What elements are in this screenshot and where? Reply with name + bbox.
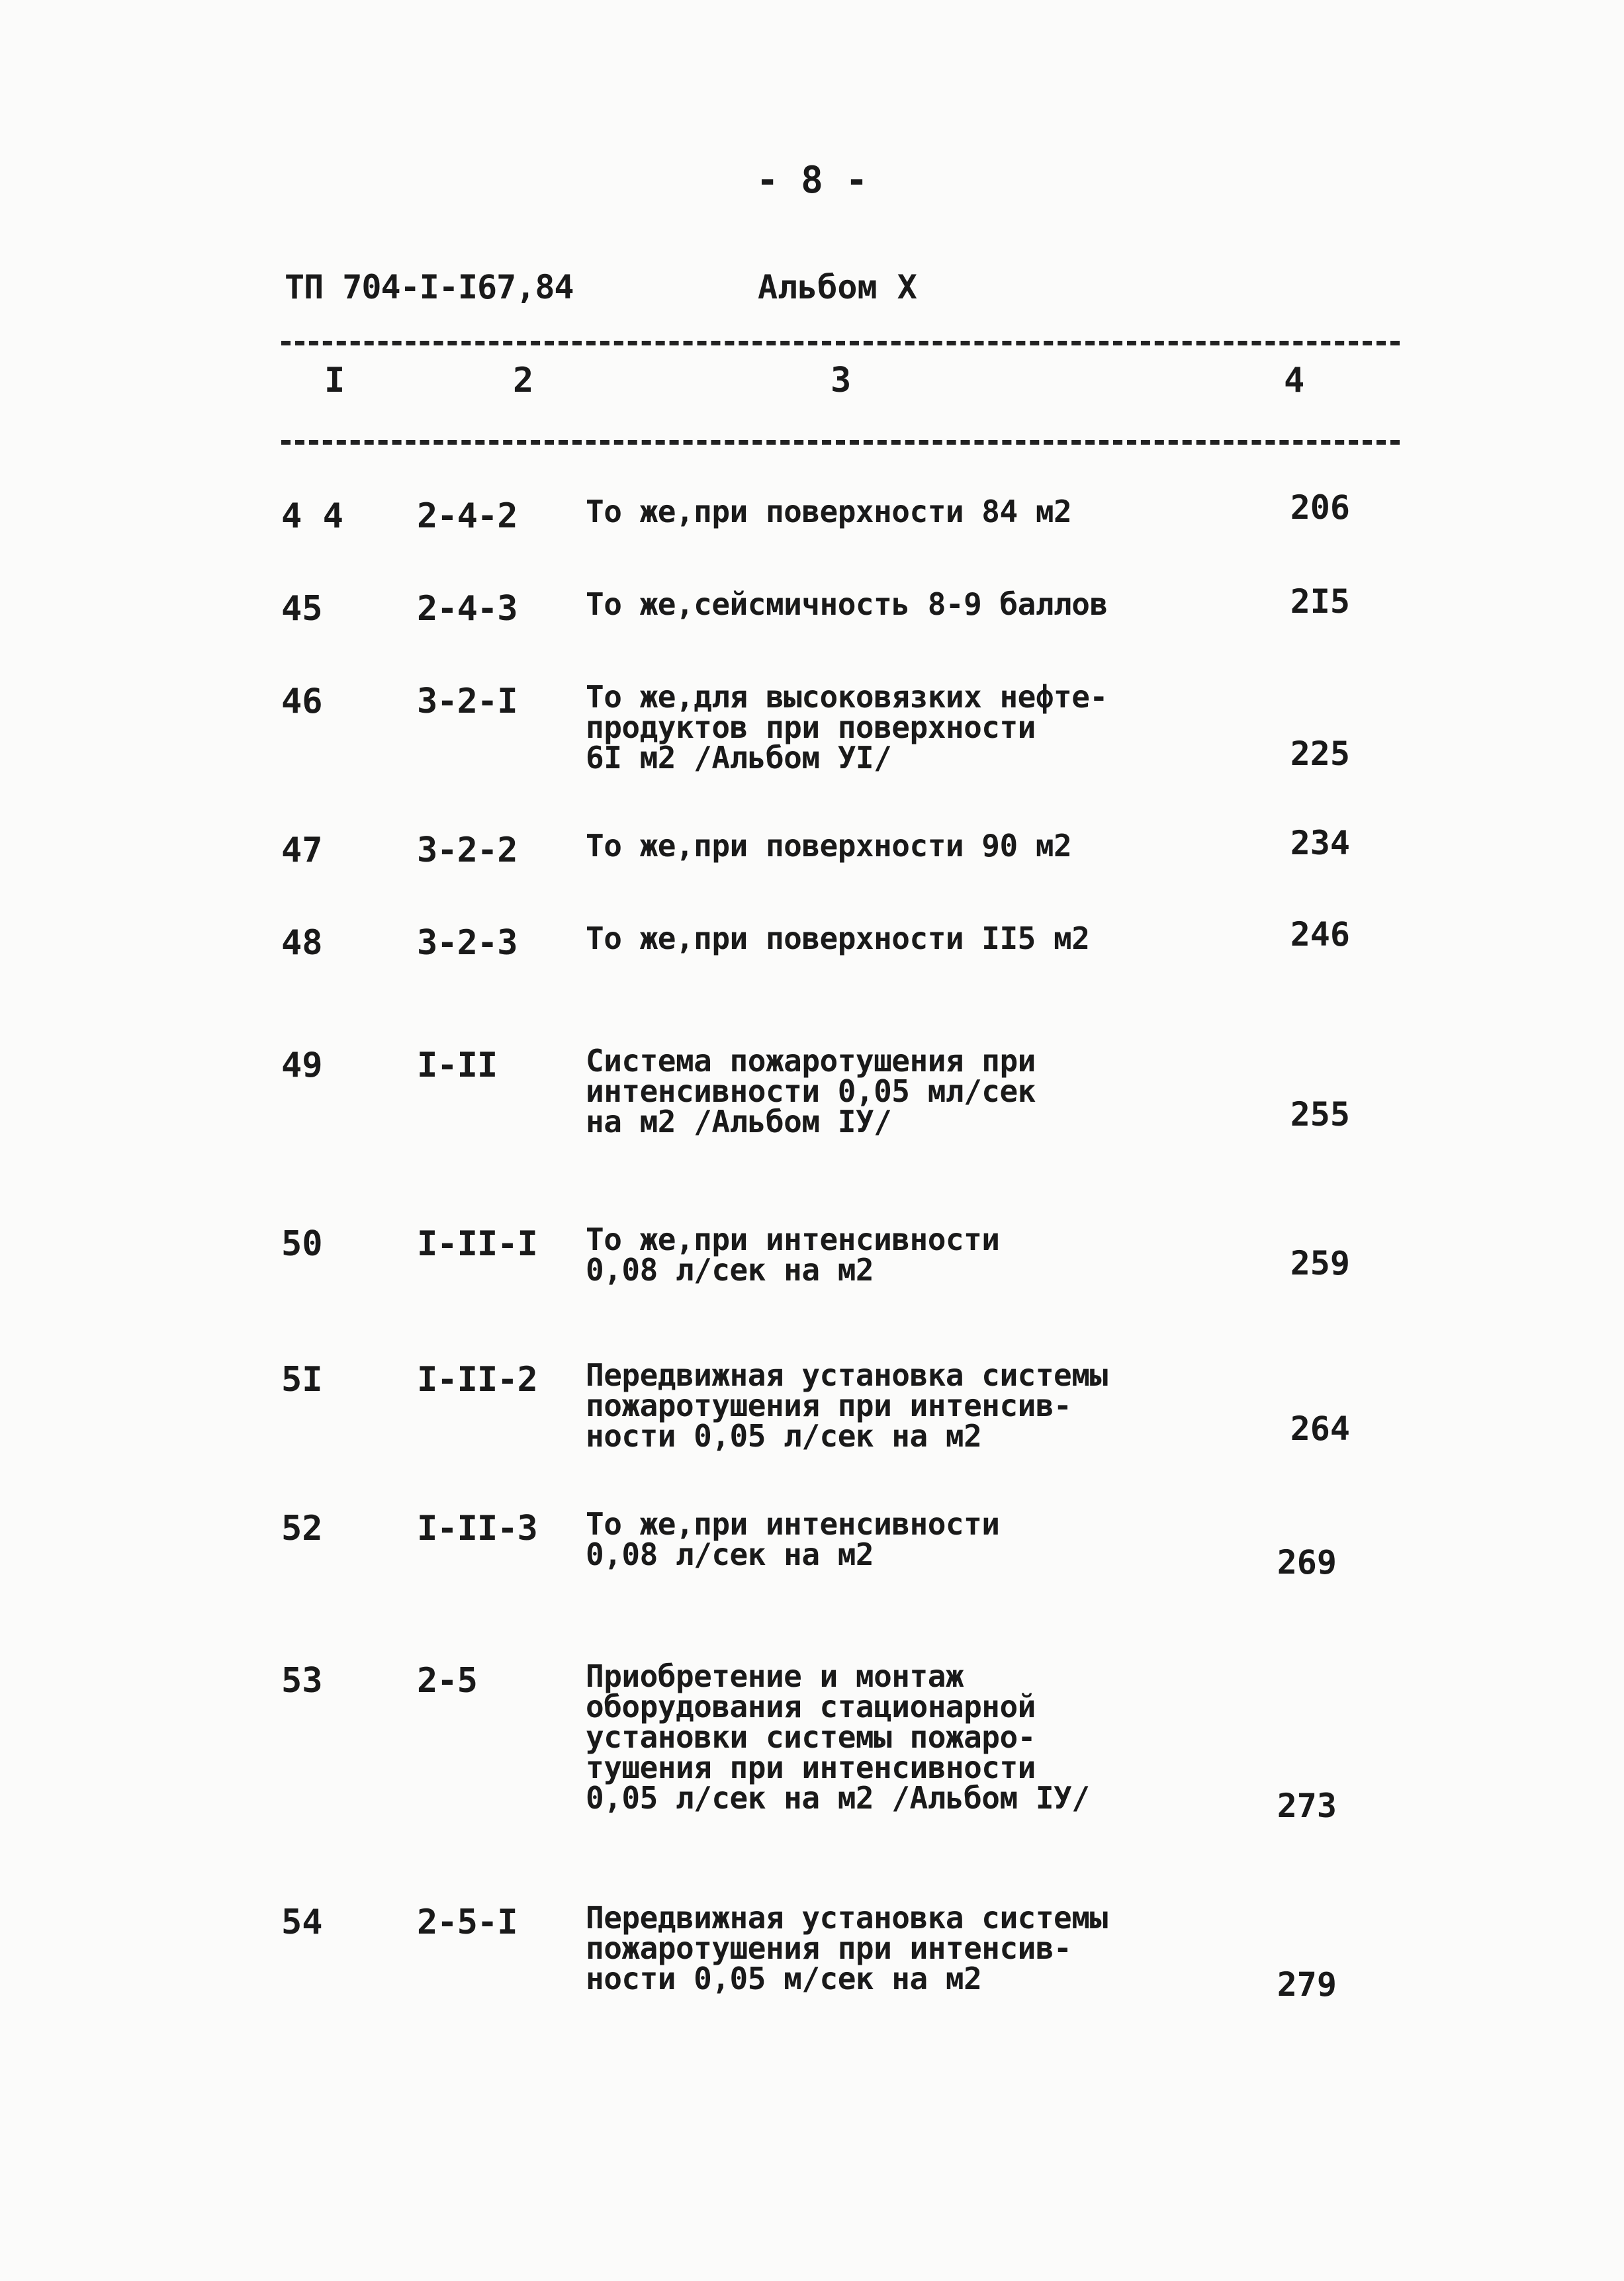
page-number: - 8 -: [756, 159, 868, 202]
row-description: То же,при интенсивности 0,08 л/сек на м2: [586, 1222, 1000, 1288]
row-number: 48: [281, 923, 323, 963]
row-code: 2-5: [417, 1661, 477, 1701]
row-description: То же,при поверхности 84 м2: [586, 494, 1072, 529]
row-description: То же,сейсмичность 8-9 баллов: [586, 586, 1108, 622]
row-number: 45: [281, 589, 323, 629]
row-code: 2-5-I: [417, 1902, 518, 1942]
row-description: То же,при интенсивности 0,08 л/сек на м2: [586, 1506, 1000, 1572]
row-number: 54: [281, 1902, 323, 1942]
row-number: 47: [281, 830, 323, 870]
row-number: 50: [281, 1224, 323, 1264]
row-code: I-II: [417, 1046, 498, 1085]
row-page: 225: [1290, 735, 1350, 773]
row-code: 2-4-3: [417, 589, 518, 629]
row-description: То же,для высоковязких нефте- продуктов при поверхности 6I м2 /Альбом УI/: [586, 679, 1108, 776]
row-page: 234: [1290, 824, 1350, 862]
row-number: 52: [281, 1509, 323, 1548]
header-bottom-rule: [281, 440, 1400, 445]
row-code: 3-2-I: [417, 682, 518, 721]
row-page: 273: [1277, 1787, 1337, 1825]
row-number: 4 4: [281, 496, 343, 536]
row-code: 2-4-2: [417, 496, 518, 536]
row-number: 46: [281, 682, 323, 721]
row-code: I-II-I: [417, 1224, 537, 1264]
document-code: ТП 704-I-I67,84: [285, 268, 574, 306]
row-description: То же,при поверхности 90 м2: [586, 828, 1072, 864]
row-number: 5I: [281, 1360, 323, 1400]
album-label: Альбом X: [758, 268, 917, 306]
row-page: 264: [1290, 1409, 1350, 1448]
row-description: Приобретение и монтаж оборудования стационарной установки системы пожаро- тушения при интенсивности 0,05 л/сек на м2 /Альбом IУ/: [586, 1658, 1090, 1816]
row-description: Система пожаротушения при интенсивности 0,05 мл/сек на м2 /Альбом IУ/: [586, 1043, 1036, 1140]
row-page: 206: [1290, 488, 1350, 527]
row-description: То же,при поверхности II5 м2: [586, 920, 1090, 956]
column-header-3: 3: [831, 361, 852, 400]
row-description: Передвижная установка системы пожаротушения при интенсив- ности 0,05 л/сек на м2: [586, 1357, 1108, 1454]
row-code: 3-2-3: [417, 923, 518, 963]
row-page: 246: [1290, 915, 1350, 954]
row-code: I-II-2: [417, 1360, 537, 1400]
row-page: 2I5: [1290, 582, 1350, 621]
header-top-rule: [281, 341, 1400, 345]
column-header-2: 2: [513, 361, 534, 400]
row-code: 3-2-2: [417, 830, 518, 870]
row-number: 53: [281, 1661, 323, 1701]
row-page: 279: [1277, 1965, 1337, 2004]
column-header-1: I: [324, 361, 345, 400]
row-page: 255: [1290, 1095, 1350, 1134]
row-page: 259: [1290, 1244, 1350, 1282]
row-number: 49: [281, 1046, 323, 1085]
row-page: 269: [1277, 1543, 1337, 1582]
row-description: Передвижная установка системы пожаротушения при интенсив- ности 0,05 м/сек на м2: [586, 1900, 1108, 1996]
column-header-4: 4: [1284, 361, 1305, 400]
row-code: I-II-3: [417, 1509, 537, 1548]
